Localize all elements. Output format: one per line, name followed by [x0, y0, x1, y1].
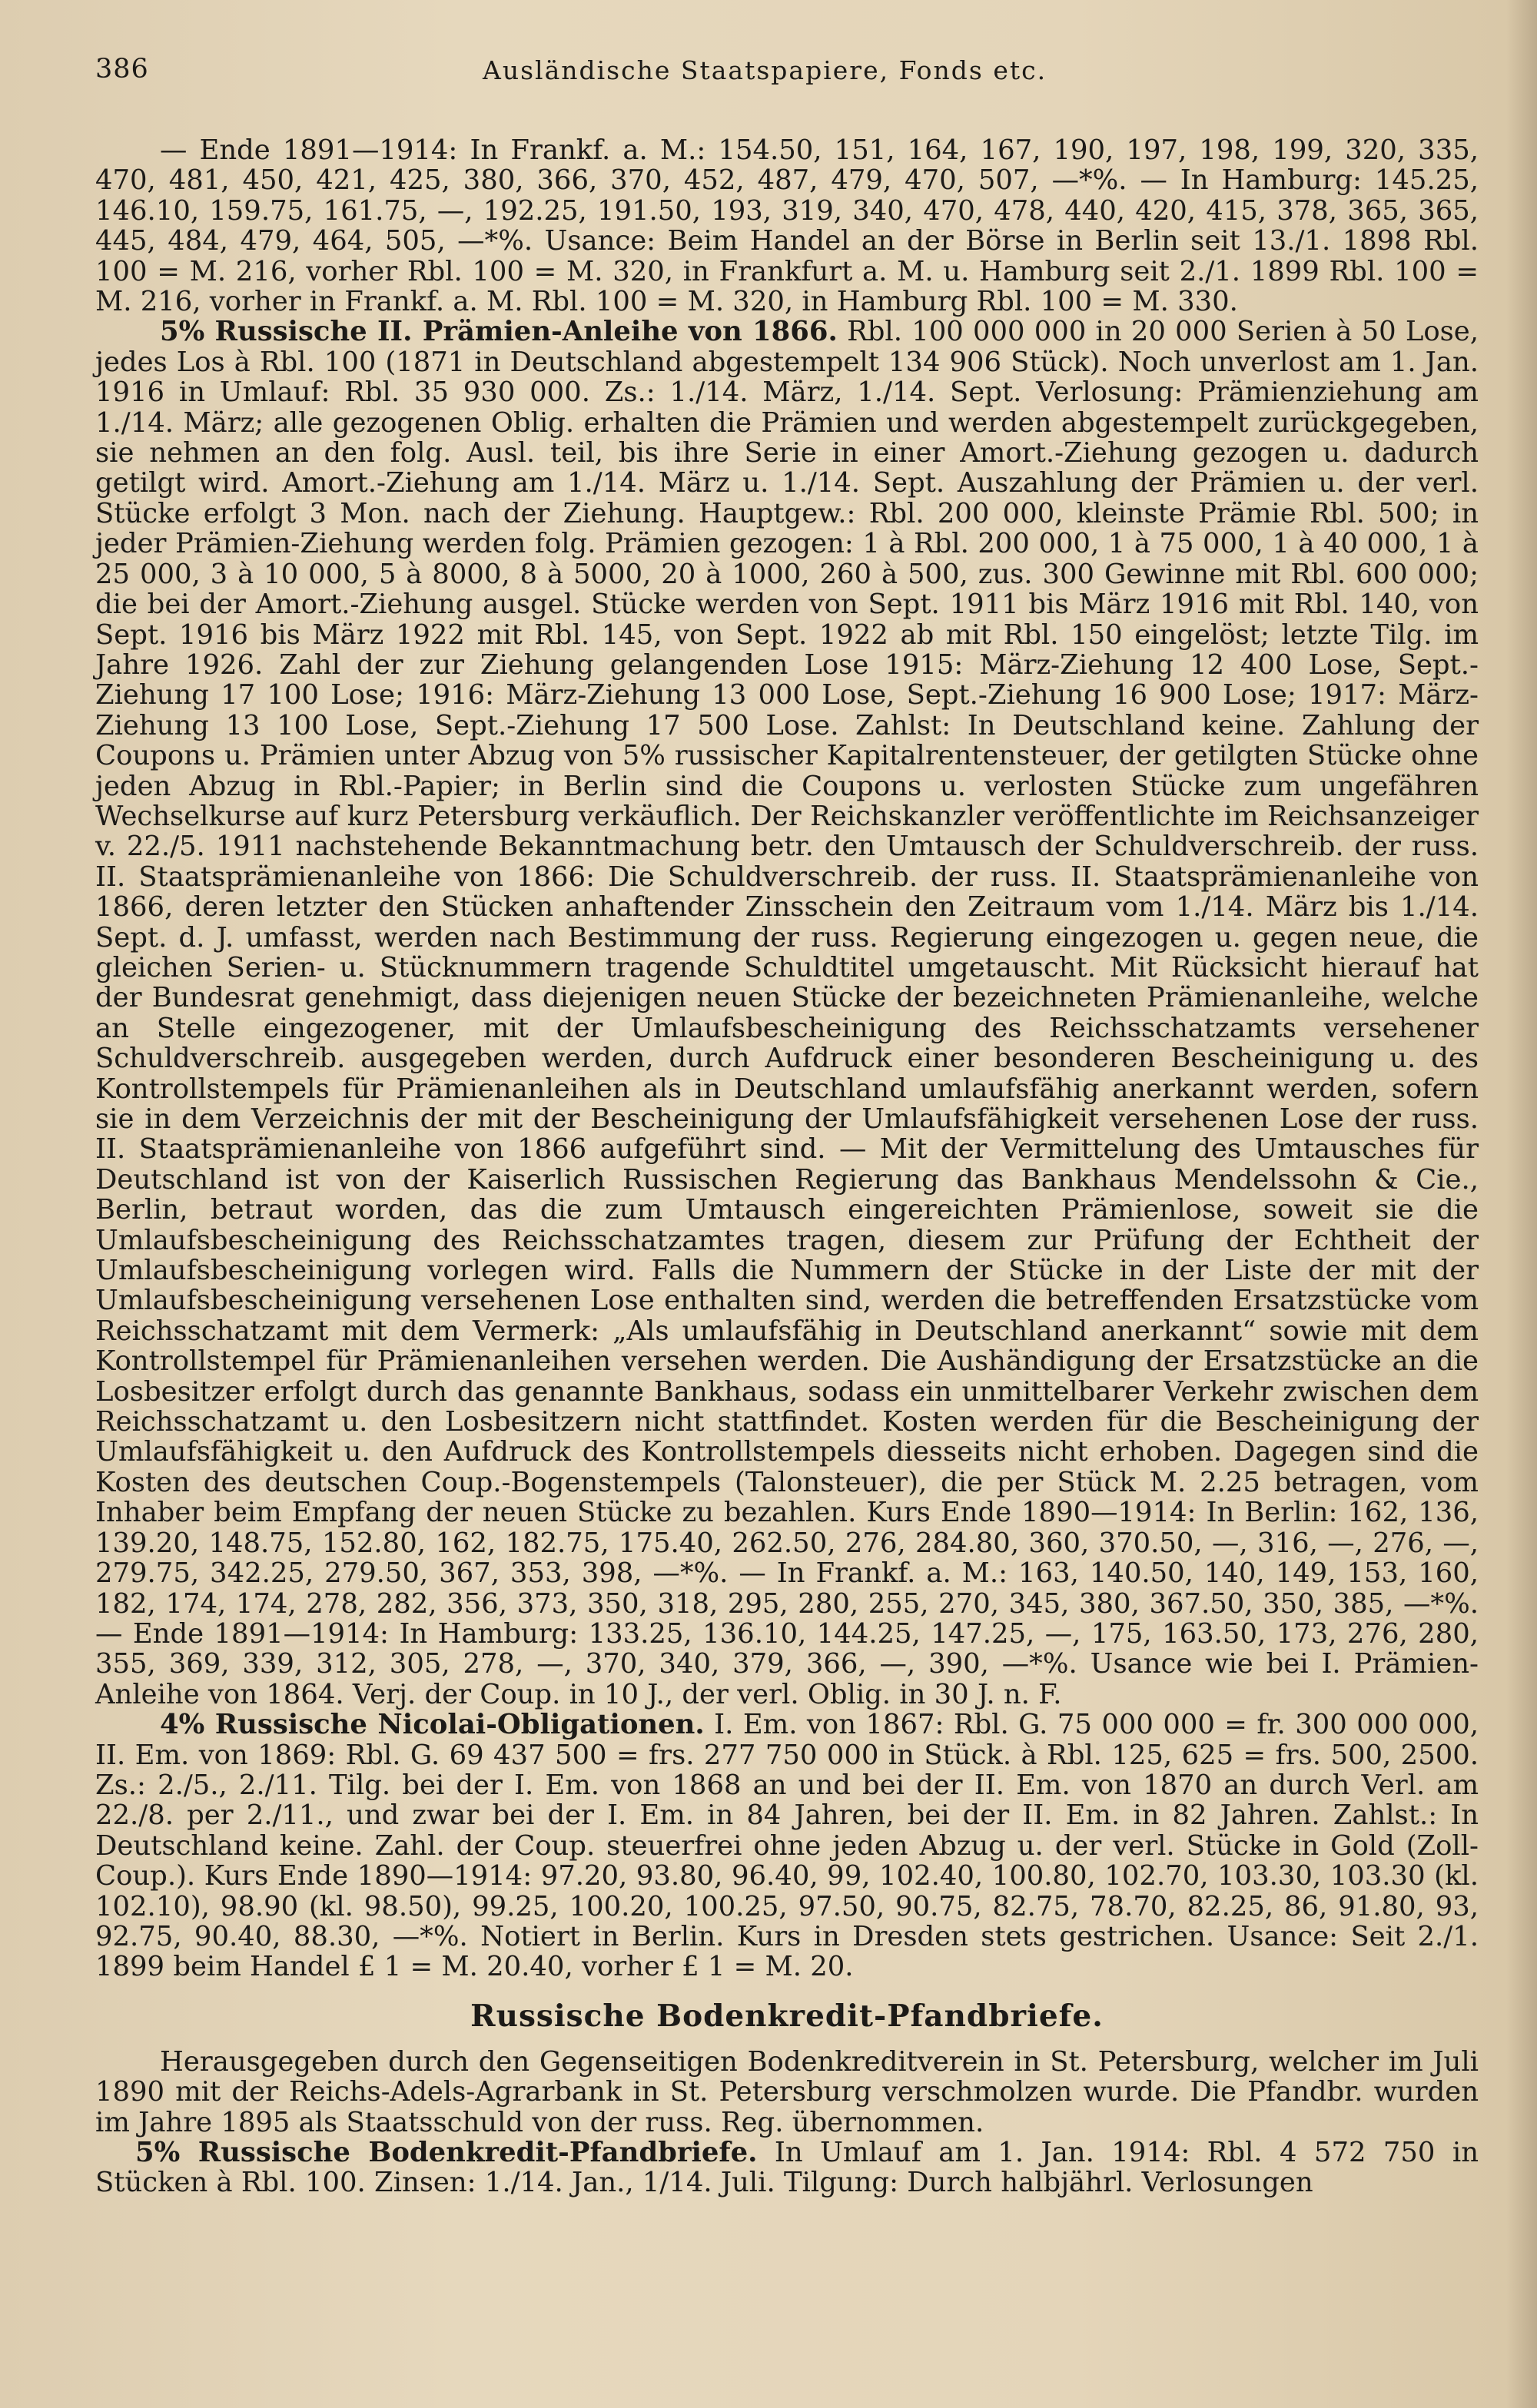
entry-title-praemien-anleihe: 5% Russische II. Prämien-Anleihe von 1866.: [160, 316, 838, 348]
entry-body-praemien-anleihe: Rbl. 100 000 000 in 20 000 Serien à 50 Lose, jedes Los à Rbl. 100 (1871 in Deutschland abgestempelt 134 906 Stück). Noch unverlost am 1. Jan. 1916 in Umlauf: Rbl. 35 930 000. Zs.: 1./14. März, 1./14. Sept. Verlosung: Prämienziehung am 1./14. März; alle gezogenen Oblig. erhalten die Prämien und werden abgestempelt zurückgegeben, sie nehmen an den folg. Ausl. teil, bis ihre Serie in einer Amort.-Ziehung gezogen u. dadurch getilgt wird. Amort.-Ziehung am 1./14. März u. 1./14. Sept. Auszahlung der Prämien u. der verl. Stücke erfolgt 3 Mon. nach der Ziehung. Hauptgew.: Rbl. 200 000, kleinste Prämie Rbl. 500; in jeder Prämien-Ziehung werden folg. Prämien gezogen: 1 à Rbl. 200 000, 1 à 75 000, 1 à 40 000, 1 à 25 000, 3 à 10 000, 5 à 8000, 8 à 5000, 20 à 1000, 260 à 500, zus. 300 Gewinne mit Rbl. 600 000; die bei der Amort.-Ziehung ausgel. Stücke werden von Sept. 1911 bis März 1916 mit Rbl. 140, von Sept. 1916 bis März 1922 mit Rbl. 145, von Sept. 1922 ab mit Rbl. 150 eingelöst; letzte Tilg. im Jahre 1926. Zahl der zur Ziehung gelangenden Lose 1915: März-Ziehung 12 400 Lose, Sept.-Ziehung 17 100 Lose; 1916: März-Ziehung 13 000 Lose, Sept.-Ziehung 16 900 Lose; 1917: März-Ziehung 13 100 Lose, Sept.-Ziehung 17 500 Lose. Zahlst: In Deutschland keine. Zahlung der Coupons u. Prämien unter Abzug von 5% russischer Kapitalrentensteuer, der getilgten Stücke ohne jeden Abzug in Rbl.-Papier; in Berlin sind die Coupons u. verlosten Stücke zum ungefähren Wechselkurse auf kurz Petersburg verkäuflich. Der Reichskanzler veröffentlichte im Reichsanzeiger v. 22./5. 1911 nachstehende Bekanntmachung betr. den Umtausch der Schuldverschreib. der russ. II. Staatsprämienanleihe von 1866: Die Schuldverschreib. der russ. II. Staatsprämienanleihe von 1866, deren letzter den Stücken anhaftender Zinsschein den Zeitraum vom 1./14. März bis 1./14. Sept. d. J. umfasst, werden nach Bestimmung der russ. Regierung eingezogen u. gegen neue, die gleichen Serien- u. Stücknummern tragende Schuldtitel umgetauscht. Mit Rücksicht hierauf hat der Bundesrat genehmigt, dass diejenigen neuen Stücke der bezeichneten Prämienanleihe, welche an Stelle eingezogener, mit der Umlaufsbescheinigung des Reichsschatzamts versehener Schuldverschreib. ausgegeben werden, durch Aufdruck einer besonderen Bescheinigung u. des Kontrollstempels für Prämienanleihen als in Deutschland umlaufsfähig anerkannt werden, sofern sie in dem Verzeichnis der mit der Bescheinigung der Umlaufsfähigkeit versehenen Lose der russ. II. Staatsprämienanleihe von 1866 aufgeführt sind. — Mit der Vermittelung des Umtausches für Deutschland ist von der Kaiserlich Russischen Regierung das Bankhaus Mendelssohn & Cie., Berlin, betraut worden, das die zum Umtausch eingereichten Prämienlose, soweit sie die Umlaufsbescheinigung des Reichsschatzamtes tragen, diesem zur Prüfung der Echtheit der Umlaufsbescheinigung vorlegen wird. Falls die Nummern der Stücke in der Liste der mit der Umlaufsbescheinigung versehenen Lose enthalten sind, werden die betreffenden Ersatzstücke vom Reichsschatzamt mit dem Vermerk: „Als umlaufsfähig in Deutschland anerkannt“ sowie mit dem Kontrollstempel für Prämienanleihen versehen werden. Die Aushändigung der Ersatzstücke an die Losbesitzer erfolgt durch das genannte Bankhaus, sodass ein unmittelbarer Verkehr zwischen dem Reichsschatzamt u. den Losbesitzern nicht stattfindet. Kosten werden für die Bescheinigung der Umlaufsfähigkeit u. den Aufdruck des Kontrollstempels diesseits nicht erhoben. Dagegen sind die Kosten des deutschen Coup.-Bogenstempels (Talonsteuer), die per Stück M. 2.25 betragen, vom Inhaber beim Empfang der neuen Stücke zu bezahlen. Kurs Ende 1890—1914: In Berlin: 162, 136, 139.20, 148.75, 152.80, 162, 182.75, 175.40, 262.50, 276, 284.80, 360, 370.50, —, 316, —, 276, —, 279.75, 342.25, 279.50, 367, 353, 398, —*%. — In Frankf. a. M.: 163, 140.50, 140, 149, 153, 160, 182, 174, 174, 278, 282, 356, 373, 350, 318, 295, 280, 255, 270, 345, 380, 367.50, 350, 385, —*%. — Ende 1891—1914: In Hamburg: 133.25, 136.10, 144.25, 147.25, —, 175, 163.50, 173, 276, 280, 355, 369, 339, 312, 305, 278, —, 370, 340, 379, 366, —, 390, —*%. Usance wie bei I. Prämien-Anleihe von 1864. Verj. der Coup. in 10 J., der verl. Oblig. in 30 J. n. F.: [95, 316, 1479, 1710]
running-title: Ausländische Staatspapiere, Fonds etc.: [483, 55, 1047, 85]
paragraph-bodenkredit-pfandbriefe: [95, 2138, 1479, 2198]
entry-title-nicolai: 4% Russische Nicolai-Obligationen.: [160, 1709, 705, 1741]
paragraph-nicolai-obligationen: [95, 1710, 1479, 1982]
paragraph-price-history: — Ende 1891—1914: In Frankf. a. M.: 154.50, 151, 164, 167, 190, 197, 198, 199, 320, 335, 470, 481, 450, 421, 425, 380, 366, 370, 452, 487, 479, 470, 507, —*%. — In Hamburg: 145.25, 146.10, 159.75, 161.75, —, 192.25, 191.50, 193, 319, 340, 470, 478, 440, 420, 415, 378, 365, 365, 445, 484, 479, 464, 505, —*%. Usance: Beim Handel an der Börse in Berlin seit 13./1. 1898 Rbl. 100 = M. 216, vorher Rbl. 100 = M. 320, in Frankfurt a. M. u. Hamburg seit 2./1. 1899 Rbl. 100 = M. 216, vorher in Frankf. a. M. Rbl. 100 = M. 320, in Hamburg Rbl. 100 = M. 330.: [95, 134, 1479, 318]
paragraph-praemien-anleihe-1866: [95, 317, 1479, 1710]
page-body: [95, 135, 1479, 2198]
entry-title-pfandbriefe: 5% Russische Bodenkredit-Pfandbriefe.: [135, 2137, 758, 2168]
page-number: 386: [95, 54, 149, 85]
section-heading: Russische Bodenkredit-Pfandbriefe.: [470, 1998, 1104, 2034]
entry-body-pfandbriefe: In Umlauf am 1. Jan. 1914: Rbl. 4 572 750 in Stücken à Rbl. 100. Zinsen: 1./14. Jan., 1/14. Juli. Tilgung: Durch halbjährl. Verlosungen: [95, 2137, 1479, 2199]
entry-body-nicolai: I. Em. von 1867: Rbl. G. 75 000 000 = fr. 300 000 000, II. Em. von 1869: Rbl. G. 69 437 500 = frs. 277 750 000 in Stück. à Rbl. 125, 625 = frs. 500, 2500. Zs.: 2./5., 2./11. Tilg. bei der I. Em. von 1868 an und bei der II. Em. von 1870 an durch Verl. am 22./8. per 2./11., und zwar bei der I. Em. in 84 Jahren, bei der II. Em. in 82 Jahren. Zahlst.: In Deutschland keine. Zahl. der Coup. steuerfrei ohne jeden Abzug u. der verl. Stücke in Gold (Zoll-Coup.). Kurs Ende 1890—1914: 97.20, 93.80, 96.40, 99, 102.40, 100.80, 102.70, 103.30, 103.30 (kl. 102.10), 98.90 (kl. 98.50), 99.25, 100.20, 100.25, 97.50, 90.75, 82.75, 78.70, 82.25, 86, 91.80, 93, 92.75, 90.40, 88.30, —*%. Notiert in Berlin. Kurs in Dresden stets gestrichen. Usance: Seit 2./1. 1899 beim Handel £ 1 = M. 20.40, vorher £ 1 = M. 20.: [95, 1709, 1479, 1983]
paragraph-bodenkredit-intro: Herausgegeben durch den Gegenseitigen Bodenkreditverein in St. Petersburg, welcher im Juli 1890 mit der Reichs-Adels-Agrarbank in St. Petersburg verschmolzen wurde. Die Pfandbr. wurden im Jahre 1895 als Staatsschuld von der russ. Reg. übernommen.: [95, 2045, 1479, 2138]
page-header: [95, 54, 1479, 100]
page-edge-shadow: [1506, 0, 1537, 2408]
